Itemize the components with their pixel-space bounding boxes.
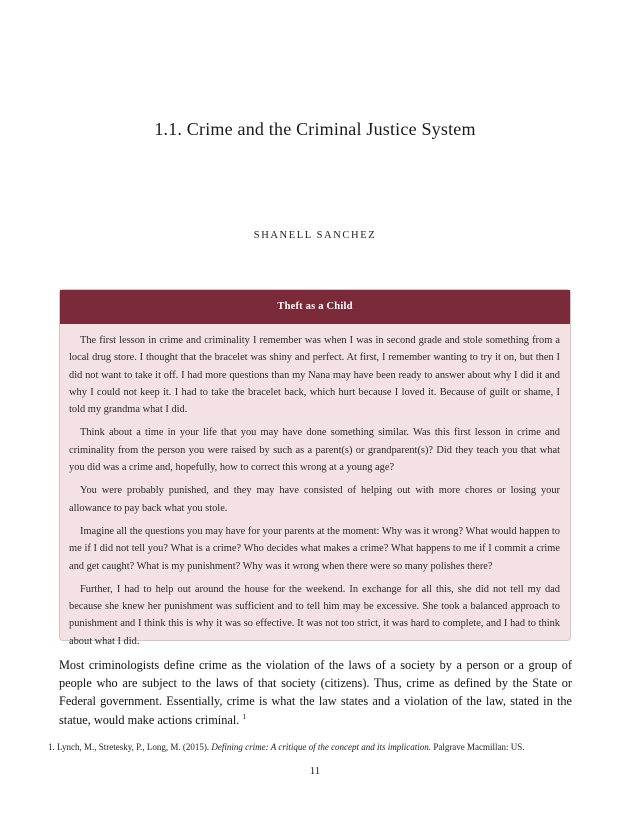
textbox-paragraph: You were probably punished, and they may have consisted of helping out with more chores or losing your allowance to pay back what you stole. — [69, 485, 560, 514]
textbox-paragraph: The first lesson in crime and criminality I remember was when I was in second grade and stole something from a local drug store. I thought that the bracelet was shiny and perfect. At first, I remember wanting to try it on, but then I did not want to take it off. I had more questions than my Nana may have been ready to answer about why I did it and why I could not keep it. I had to take the bracelet back, which hurt because I loved it. Because of guilt or shame, I told my grandma what I did. — [69, 335, 560, 416]
textbox-body — [60, 324, 570, 650]
textbox-title: Theft as a Child — [60, 290, 570, 324]
textbox-paragraph: Further, I had to help out around the house for the weekend. In exchange for all this, she did not tell my dad because she knew her punishment was sufficient and to tell him may be excessive. She took a balanced approach to punishment and I think this is why it was so effective. It was not too strict, it was hard to complete, and I had to think about what I did. — [69, 583, 560, 647]
body-paragraph — [59, 656, 572, 729]
chapter-title: 1.1. Crime and the Criminal Justice System — [154, 119, 476, 139]
footnote-authors: Lynch, M., Stretesky, P., Long, M. (2015). — [57, 742, 210, 752]
page-number: 11 — [309, 765, 321, 777]
footnote-reference-link[interactable]: 1 — [242, 711, 247, 721]
author-name: SHANELL SANCHEZ — [253, 230, 377, 241]
textbox-paragraph: Think about a time in your life that you may have done something similar. Was this first lesson in crime and criminality from the person you were raised by such as a parent(s) or grandparent(s)? Did they teach you that what you did was a crime and, hopefully, how to correct this wrong at a young age? — [69, 427, 560, 474]
footnote — [48, 742, 588, 752]
body-paragraph-text: Most criminologists define crime as the violation of the laws of a society by a person or a group of people who are subject to the laws of that society (citizens). Thus, crime as defined by the State or Federal government. Essentially, crime is what the law states and a violation of the law, stated in the statue, would make actions criminal. — [59, 658, 572, 727]
footnote-title: Defining crime: A critique of the concept and its implication. — [211, 742, 432, 752]
footnote-publisher: Palgrave Macmillan: US. — [433, 742, 525, 752]
textbox-theft-as-a-child — [59, 289, 571, 647]
footnote-number: 1. — [48, 742, 55, 752]
textbox-paragraph: Imagine all the questions you may have for your parents at the moment: Why was it wrong? What would happen to me if I did not tell you? What is a crime? Who decides what makes a crime? What happens to me if I commit a crime and get caught? What is my punishment? Why was it wrong when there were so many polishes there? — [69, 525, 560, 572]
